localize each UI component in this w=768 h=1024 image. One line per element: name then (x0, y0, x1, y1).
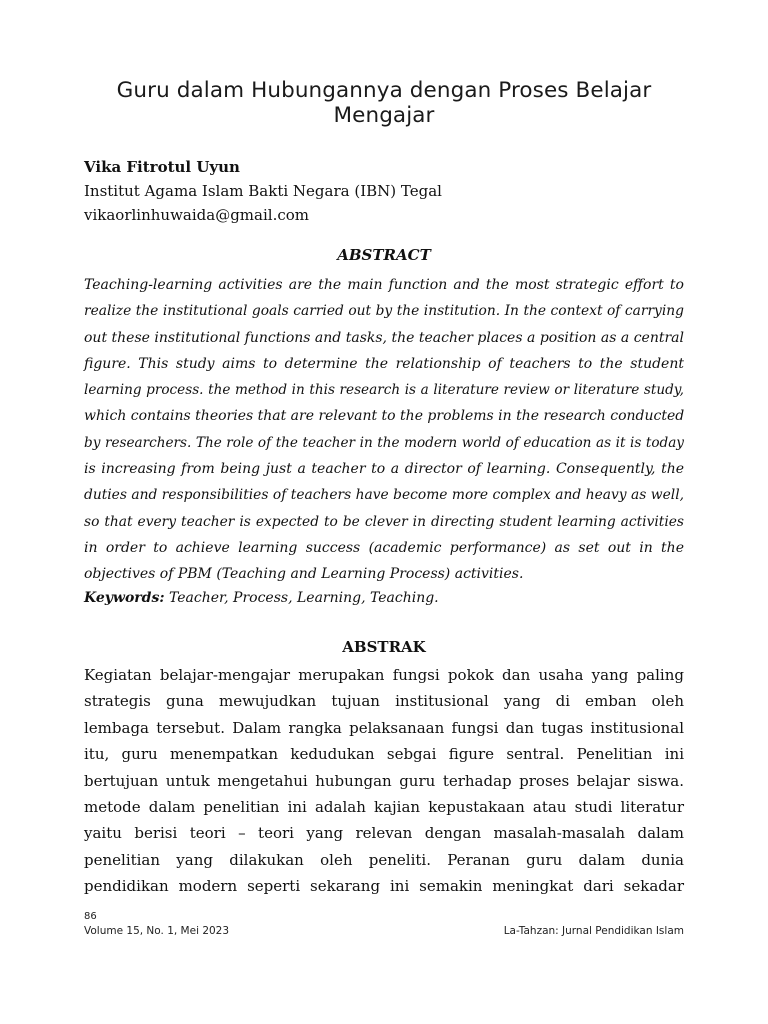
abstract-line: out these institutional functions and tasks, the teacher places a position as a central (84, 329, 684, 346)
abstract-line: realize the institutional goals carried out by the institution. In the context of carrying (84, 303, 684, 320)
abstrak-line: penelitian yang dilakukan oleh peneliti. Peranan guru dalam dunia (84, 850, 684, 869)
abstract-body (84, 272, 684, 588)
abstract-heading: ABSTRACT (337, 246, 431, 264)
abstract-line: is increasing from being just a teacher to a director of learning. Consequently, the (84, 461, 684, 478)
page-number: 86 (84, 911, 97, 922)
author-email: vikaorlinhuwaida@gmail.com (84, 206, 309, 224)
author-block (84, 155, 684, 227)
keywords (84, 586, 684, 610)
abstrak-line: yaitu berisi teori – teori yang relevan dengan masalah-masalah dalam (84, 824, 684, 843)
footer-journal: La-Tahzan: Jurnal Pendidikan Islam (503, 925, 684, 937)
author-institution: Institut Agama Islam Bakti Negara (IBN) Tegal (84, 182, 442, 200)
abstract-line: figure. This study aims to determine the relationship of teachers to the student (84, 355, 684, 372)
abstract-line: by researchers. The role of the teacher in the modern world of education as it is today (84, 434, 684, 451)
author-name: Vika Fitrotul Uyun (84, 158, 240, 176)
abstract-line: so that every teacher is expected to be clever in directing student learning activities (84, 513, 684, 530)
abstrak-line: pendidikan modern seperti sekarang ini semakin meningkat dari sekadar (84, 877, 684, 896)
abstract-line: objectives of PBM (Teaching and Learning Process) activities. (84, 566, 524, 583)
keywords-list: Teacher, Process, Learning, Teaching. (168, 590, 439, 606)
footer-volume: Volume 15, No. 1, Mei 2023 (84, 925, 230, 937)
abstrak-line: bertujuan untuk mengetahui hubungan guru terhadap proses belajar siswa. (84, 771, 684, 790)
abstrak-line: itu, guru menempatkan kedudukan sebgai figure sentral. Penelitian ini (84, 745, 684, 764)
abstract-line: Teaching-learning activities are the main function and the most strategic effort to (84, 277, 684, 293)
abstract-line: duties and responsibilities of teachers have become more complex and heavy as well, (84, 487, 684, 504)
paper-title: Guru dalam Hubungannya dengan Proses Belajar Mengajar (116, 78, 652, 128)
abstract-line: in order to achieve learning success (academic performance) as set out in the (84, 539, 684, 556)
abstrak-line: metode dalam penelitian ini adalah kajian kepustakaan atau studi literatur (84, 798, 684, 817)
abstrak-line: Kegiatan belajar-mengajar merupakan fungsi pokok dan usaha yang paling (84, 666, 684, 684)
abstrak-heading: ABSTRAK (342, 638, 426, 656)
abstrak-body (84, 662, 684, 900)
abstract-line: learning process. the method in this research is a literature review or literature study, (84, 382, 684, 399)
abstrak-line: lembaga tersebut. Dalam rangka pelaksanaan fungsi dan tugas institusional (84, 718, 684, 737)
keywords-label: Keywords: (84, 590, 165, 606)
abstrak-line: strategis guna mewujudkan tujuan institusional yang di emban oleh (84, 692, 684, 711)
abstract-line: which contains theories that are relevant to the problems in the research conducted (84, 408, 685, 425)
